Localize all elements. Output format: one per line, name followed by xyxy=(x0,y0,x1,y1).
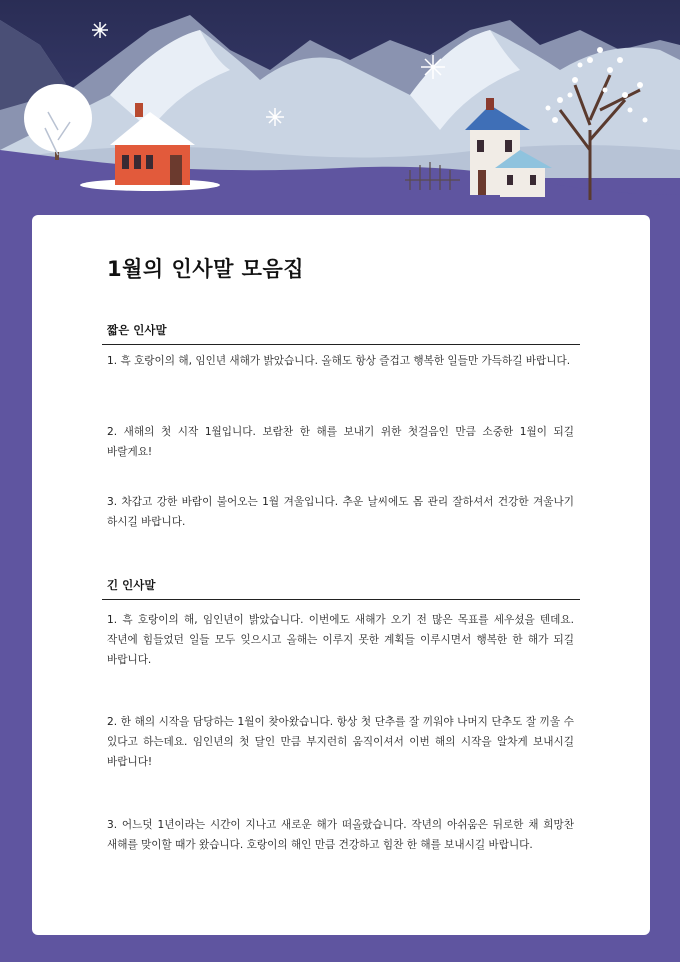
greeting-paragraph: 1. 흑 호랑이의 해, 임인년 새해가 밝았습니다. 올해도 항상 즐겁고 행복한 일들만 가득하길 바랍니다. xyxy=(107,355,571,367)
greeting-paragraph: 3. 차갑고 강한 바람이 불어오는 1월 겨울입니다. 추운 날씨에도 몸 관리 잘하셔서 건강한 겨울나기 하시길 바랍니다. xyxy=(107,496,574,528)
page-title: 1월의 인사말 모음집 xyxy=(107,257,305,281)
winter-scene-illustration xyxy=(0,0,680,230)
section-divider xyxy=(102,599,580,600)
section-heading-long: 긴 인사말 xyxy=(107,578,156,592)
greeting-paragraph: 2. 한 해의 시작을 담당하는 1월이 찾아왔습니다. 항상 첫 단추를 잘 끼워야 나머지 단추도 잘 끼울 수 있다고 하는데요. 임인년의 첫 달인 만큼 부지런히 움직이셔서 이번 해의 시작을 알차게 보내시길 바랍니다! xyxy=(107,716,574,768)
greeting-paragraph: 1. 흑 호랑이의 해, 임인년이 밝았습니다. 이번에도 새해가 오기 전 많은 목표를 세우셨을 텐데요. 작년에 힘들었던 일들 모두 잊으시고 올해는 이루지 못한 계획들 이루시면서 행복한 한 해가 되길 바랍니다. xyxy=(107,614,574,666)
greeting-paragraph: 3. 어느덧 1년이라는 시간이 지나고 새로운 해가 떠올랐습니다. 작년의 아쉬움은 뒤로한 채 희망찬 새해를 맞이할 때가 왔습니다. 호랑이의 해인 만큼 건강하고 힘찬 한 해를 보내시길 바랍니다. xyxy=(107,819,574,851)
document-page xyxy=(32,215,650,935)
section-divider xyxy=(102,344,580,345)
section-heading-short: 짧은 인사말 xyxy=(107,323,167,337)
greeting-paragraph: 2. 새해의 첫 시작 1월입니다. 보람찬 한 해를 보내기 위한 첫걸음인 만큼 소중한 1월이 되길 바랄게요! xyxy=(107,426,574,458)
